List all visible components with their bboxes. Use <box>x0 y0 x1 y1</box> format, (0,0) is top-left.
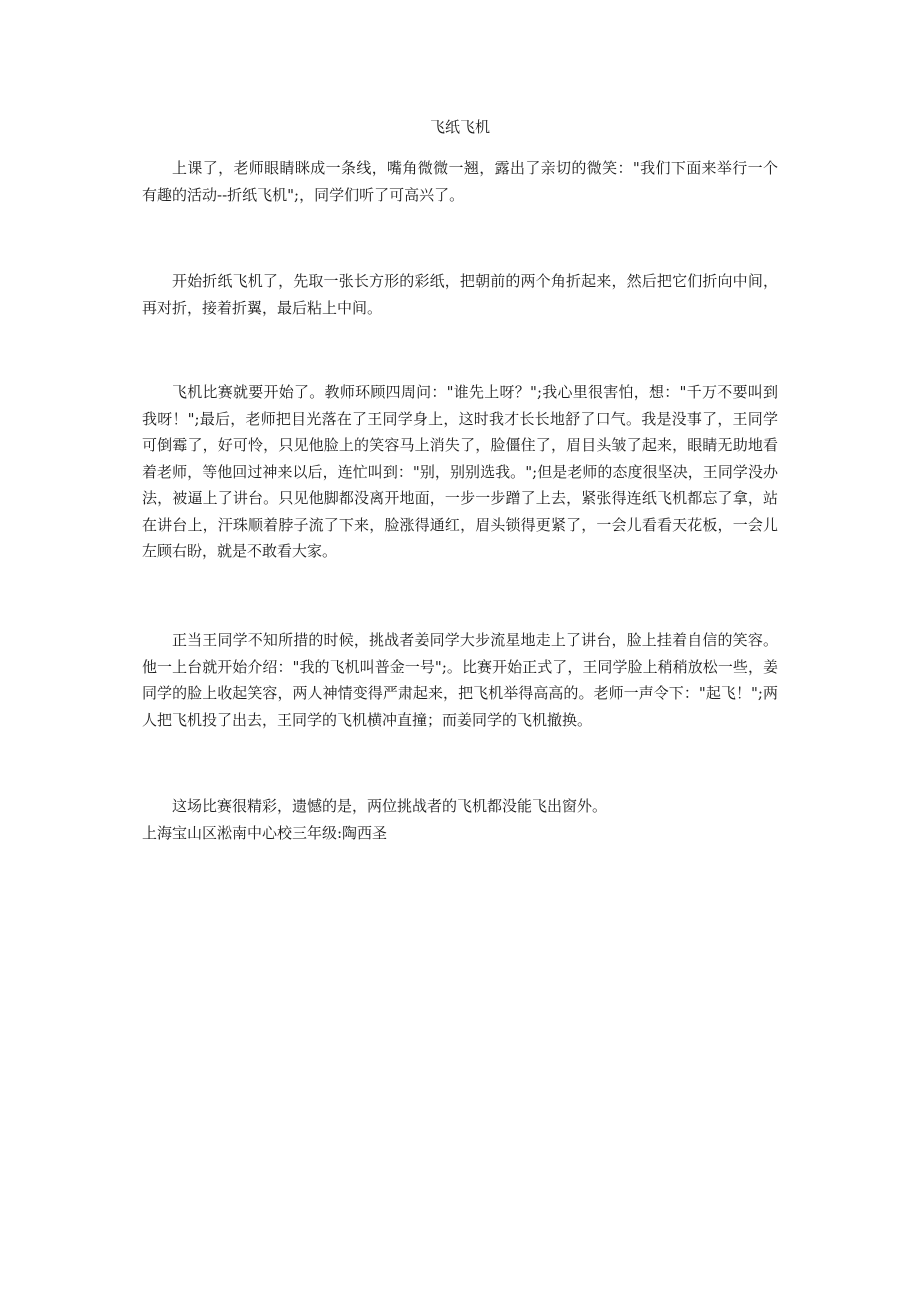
author-signature: 上海宝山区淞南中心校三年级:陶西圣 <box>142 824 388 842</box>
document-title: 飞纸飞机 <box>429 118 490 136</box>
paragraph-3: 飞机比赛就要开始了。教师环顾四周问："谁先上呀？";我心里很害怕，想："千万不要叫到我呀！";最后，老师把目光落在了王同学身上，这时我才长长地舒了口气。我是没事了，王同学可倒霉了，好可怜，只见他脸上的笑容马上消失了，脸僵住了，眉目头皱了起来，眼睛无助地看着老师，等他回过神来以后，连忙叫到："别，别别选我。";但是老师的态度很坚决，王同学没办法，被逼上了讲台。只见他脚都没离开地面，一步一步蹭了上去，紧张得连纸飞机都忘了拿，站在讲台上，汗珠顺着脖子流了下来，脸涨得通红，眉头锁得更紧了，一会儿看看天花板，一会儿左顾右盼，就是不敢看大家。 <box>142 383 778 560</box>
paragraph-4: 正当王同学不知所措的时候，挑战者姜同学大步流星地走上了讲台，脸上挂着自信的笑容。他一上台就开始介绍："我的飞机叫普金一号";。比赛开始正式了，王同学脸上稍稍放松一些，姜同学的脸上收起笑容，两人神情变得严肃起来，把飞机举得高高的。老师一声令下："起飞！";两人把飞机投了出去，王同学的飞机横冲直撞；而姜同学的飞机撤换。 <box>142 631 778 729</box>
paragraph-5: 这场比赛很精彩，遗憾的是，两位挑战者的飞机都没能飞出窗外。 <box>172 797 608 815</box>
paragraph-2: 开始折纸飞机了，先取一张长方形的彩纸，把朝前的两个角折起来，然后把它们折向中间，再对折，接着折翼，最后粘上中间。 <box>142 272 778 317</box>
paragraph-1: 上课了，老师眼睛眯成一条线，嘴角微微一翘，露出了亲切的微笑："我们下面来举行一个有趣的活动--折纸飞机";，同学们听了可高兴了。 <box>142 159 778 204</box>
